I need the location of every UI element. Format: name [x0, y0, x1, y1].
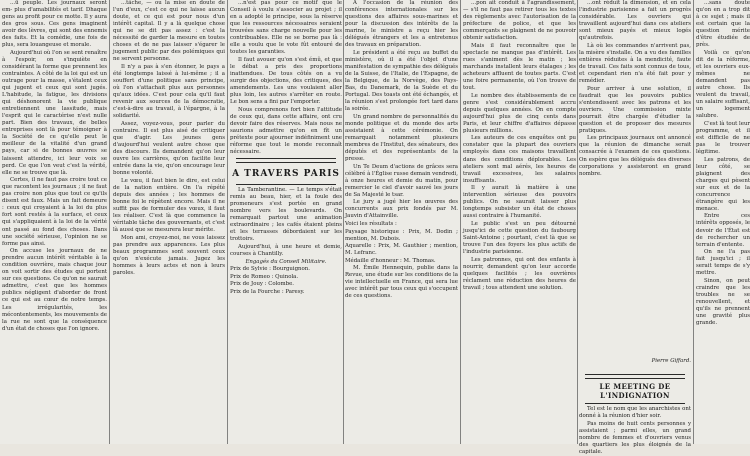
column-divider	[577, 0, 578, 444]
heading-rule	[585, 403, 685, 404]
column-1	[2, 0, 107, 444]
paragraph: Le jury a jugé hier les œuvres des concurrents aux prix fondés par M. Jauvin d'Attainville.	[345, 199, 458, 220]
meeting-article	[579, 372, 691, 455]
section-heading: A TRAVERS PARIS	[232, 169, 340, 180]
paragraph: ...sans doute qu'on en a trop dit à ce sujet ; mais il est certain que la question mérite d'être étudiée de près.	[696, 0, 750, 49]
column-divider	[343, 0, 344, 444]
heading-rule	[236, 184, 336, 185]
column-divider	[693, 0, 694, 444]
heading-rule	[236, 158, 336, 163]
paragraph: ...n'est pas pour ce motif que le Conseil à voulu s'associer au projet ; il en a adopté le principe, sous la réserve que les ressources nécessaires seraient trouvées sans charge nouvelle pour les contribuables. Elle ne se borne pas là : elle a voulu que le vote fût entouré de toutes les garanties.	[230, 0, 342, 56]
paragraph: Pas moins de huit cents personnes y assistaient ; parmi elles, un grand nombre de femmes et d'ouvriers venus des quartiers les plus éloignés de la capitale.	[579, 420, 691, 455]
paragraph: Mon ami, croyez-moi, ne vous laissez pas prendre aux apparences. Les plus beaux programmes sont souvent ceux qu'on n'exécute jamais. Jugez les hommes à leurs actes et non à leurs paroles.	[113, 234, 225, 276]
paragraph: M. Émile Hennequin, publie dans la Revue, une étude sur les conditions de la vie intellectuelle en France, qui sera lue avec intérêt par tous ceux qui s'occupent de ces questions.	[345, 265, 458, 300]
paragraph: Voici les résultats :	[345, 220, 397, 227]
column-divider	[227, 0, 228, 444]
paragraph: A l'occasion de la réunion des conférences internationales sur les questions des affaires sous-marines et pour la discussion des intérêts de la marine, le ministre a reçu hier les délégués étrangers et les a entretenus des travaux en préparation.	[345, 0, 458, 49]
paragraph: Aujourd'hui où l'on se sent renaître à l'espoir, on s'inquiète en considérant la forme que prennent les contraintes. A côté de la loi qui est un outrage pour la masse, s'étalent ceux qui jugent et ceux qui sont jugés. L'habitude, la fatigue, les divisions qui déshonorent la vie publique entretiennent une lassitude, mais l'esprit qui le caractérise n'est nulle part. Bien des travaux, de belles entreprises sont là pour témoigner à la Société de ce qu'elle peut le meilleur de la vitalité d'un grand pays, car si de bonnes œuvres se laissent attendre, ici leur voix se perd. Ce que l'on veut c'est la vérité, elle ne se trouve que là.	[2, 49, 107, 176]
column-4	[345, 0, 458, 444]
paragraph: Le public s'est un peu détourné jusqu'ici de cette question du faubourg Saint-Antoine ; pourtant, c'est là que se trouve l'un des foyers les plus actifs de l'industrie parisienne.	[463, 220, 576, 256]
paragraph: Le nombre des établissements de ce genre s'est considérablement accru depuis quelques années. On en compte aujourd'hui plus de cinq cents dans Paris, et leur chiffre d'affaires dépasse plusieurs millions.	[463, 92, 576, 134]
paragraph: ...tâche, — ou la mise en doute de l'un d'eux, c'est ce qui ne laisse aucun doute, et ce qui est pour nous d'un intérêt capital. Il y a là quelque chose qui ne se dit pas assez : c'est la nécessité de garder la mesure en toutes choses et de ne pas laisser s'égarer le jugement public par des polémiques qui ne servent personne.	[113, 0, 225, 63]
paragraph: Les principaux journaux ont annoncé que la réunion de dimanche serait consacrée à l'examen de ces questions. On espère que les délégués des diverses corporations y assisteront en grand nombre.	[579, 135, 691, 177]
paragraph: On accuse les journaux de ne prendre aucun intérêt véritable à la condition ouvrière, mais chaque jour on voit sortir des études qui portent sur ces questions. Ce qu'on ne saurait admettre, c'est que les hommes publics négligent d'aborder de front ce qui est au cœur de notre temps. Les irrégularités, les mécontentements, les mouvements de la rue ne sont que la conséquence d'un état de choses que l'on ignore.	[2, 248, 107, 332]
column-divider	[109, 0, 110, 444]
paragraph: Aujourd'hui, à une heure et demie, courses à Chantilly.	[230, 243, 342, 257]
paragraph: ...ü peuple. Les journaux seront em- plus d'amabilités et tarif. Dhaque gens au profit pour ce motte. Il y aura des gros sous. Ces gens imaginent avoir des lèvres, qui sont des ennemis des faits. Et la comédie, une fois de plus, sera louangeuse et morale.	[2, 0, 107, 49]
paragraph: Le vœu, il faut bien le dire, est celui de la nation entière. On l'a répété depuis des années ; les hommes de bonne foi le répètent encore. Mais il ne suffit pas de formuler des vœux, il faut les réaliser. C'est là que commence la véritable tâche des gouvernants, et c'est là aussi que se mesurera leur mérite.	[113, 177, 225, 233]
paragraph: Pour arriver à une solution, il faudrait que les pouvoirs publics s'entendissent avec les patrons et les ouvriers. Une commission mixte pourrait être chargée d'étudier la question et de proposer des mesures pratiques.	[579, 85, 691, 134]
paragraph: Il n'y a pas à s'en étonner, le pays a été longtemps laissé à lui-même ; il a souffert d'une politique sans principe, où l'on s'attachait plus aux personnes qu'aux idées. C'est pour cela qu'il faut revenir aux sources de la démocratie, c'est-à-dire au travail, à l'épargne, à la solidarité.	[113, 63, 225, 120]
paragraph: On ne l'a pas fait jusqu'ici ; il serait temps de s'y mettre.	[696, 249, 750, 277]
paragraph: Certes, il ne faut pas croire tout ce que racontent les journaux ; il ne faut pas croire non plus que tout ce qu'ils disent est faux. Mais un fait demeure : ceux qui croyaient à la loi du plus fort sont restés à la surface, et ceux qui s'appliquaient à la loi de la vérité ont passé au fond des choses. Dans une société sérieuse, l'opinion ne se forme pas ainsi.	[2, 177, 107, 247]
column-7	[696, 0, 750, 444]
paragraph: Les patronnes, qui ont des enfants à nourrir, demandent qu'on leur accorde quelques facilités ; les ouvrières réclament une réduction des heures de travail ; tous attendent une solution.	[463, 256, 576, 291]
column-divider	[460, 0, 461, 444]
race-entry: Prix de la Fourche : Paresy.	[230, 288, 305, 295]
paragraph: ...pon ait conduit à l'agrandissement, — s'il ne faut pas retirer tous les textes des règlements avec l'autorisation de la préfecture de police, et que les commerçants se plaignent de ne pouvoir obtenir satisfaction.	[463, 0, 576, 42]
paragraph: Nous comprenons fort bien l'attitude de ceux qui, dans cette affaire, ont cru devoir faire des réserves. Mais nous ne saurions admettre qu'on en fît un prétexte pour ajourner indéfiniment une réforme que tout le monde reconnaît nécessaire.	[230, 106, 342, 155]
paragraph: Un Te Deum d'actions de grâces sera célébré à l'Église russe demain vendredi, à onze heures et demie du matin, pour remercier le ciel d'avoir sauvé les jours de Sa Majesté le tsar.	[345, 163, 458, 198]
race-entry: Prix de Jouy : Colombe.	[230, 281, 295, 288]
paragraph: Les patrons, de leur côté, se plaignent des charges qui pèsent sur eux et de la concurrence étrangère qui les menace.	[696, 156, 750, 212]
paragraph: Entre ces intérêts opposés, le devoir de l'État est de rechercher un terrain d'entente.	[696, 213, 750, 248]
column-2	[113, 0, 225, 444]
paragraph: Aquarelle : Prix, M. Gauthier ; mention, M. Lefranc.	[345, 243, 458, 257]
paragraph: Mais il faut reconnaître que le spectacle ne manque pas d'intérêt. Les rues s'animent dès le matin ; les marchands installent leurs étalages ; les acheteurs affluent de toutes parts. C'est une foire permanente, où l'on trouve de tout.	[463, 42, 576, 92]
paragraph: Paysage historique : Prix, M. Dodin ; mention, M. Dubois.	[345, 228, 458, 242]
paragraph: Le président a été reçu au buffet du ministère, où il a été l'objet d'une manifestation de sympathie des délégués de la Suisse, de l'Italie, de l'Espagne, de la Belgique, de la Norvège, des Pays-Bas, du Danemark, de la Suède et du Portugal. Des toasts ont été échangés, et la réunion s'est prolongée fort tard dans la soirée.	[345, 49, 458, 113]
paragraph: Assez, voyez-vous, pour parler du contraire. Il est plus aisé de critiquer que d'agir. Les jeunes gens d'aujourd'hui veulent autre chose que des discours. Ils demandent qu'on leur ouvre les carrières, qu'on facilite leur entrée dans la vie, qu'on encourage leur bonne volonté.	[113, 120, 225, 177]
paragraph: Un grand nombre de personnalités du monde politique et du monde des arts assistaient à cette cérémonie. On remarquait notamment plusieurs membres de l'Institut, des sénateurs, des députés et des représentants de la presse.	[345, 113, 458, 163]
paragraph: La Tamberantine. — Le temps s'était remis au beau, hier, et la foule des promeneurs s'est portée en grand nombre vers les boulevards. On remarquait partout une animation extraordinaire ; les cafés étaient pleins et les terrasses débordaient sur les trottoirs.	[230, 187, 342, 243]
paragraph: Là où les commandes n'arrivent pas, la misère s'installe. On a vu des familles entières réduites à la mendicité, faute de travail. Ces faits sont connus de tous, et cependant rien n'a été fait pour y remédier.	[579, 42, 691, 85]
paragraph: C'est là tout leur programme, et il est difficile de ne pas le trouver légitime.	[696, 120, 750, 155]
paragraph: Voilà ce qu'on dit de la réforme, et les ouvriers eux-mêmes ne demandent pas autre chose. Ils veulent du travail, un salaire suffisant, un logement salubre.	[696, 49, 750, 120]
column-3	[230, 0, 342, 444]
heading-rule	[585, 374, 685, 379]
paragraph: Médaille d'honneur : M. Thomas.	[345, 257, 436, 264]
column-6	[579, 0, 691, 370]
section-heading: LE MEETING DE L'INDIGNATION	[599, 382, 671, 400]
paragraph: ...ont réduit la dimension, et en cela l'industrie parisienne a fait un progrès considérable. Les ouvriers qui travaillent aujourd'hui dans ces ateliers sont mieux payés et mieux logés qu'autrefois.	[579, 0, 691, 42]
signature: Pierre Giffard.	[651, 358, 691, 364]
column-5	[463, 0, 576, 444]
paragraph: Les auteurs de ces enquêtes ont pu constater que la plupart des ouvriers employés dans ces maisons travaillent dans des conditions déplorables. Les ateliers sont mal aérés, les heures de travail excessives, les salaires insuffisants.	[463, 135, 576, 184]
subheading: Engagés du Conseil Militaire.	[245, 258, 327, 265]
race-entry: Prix de Sylvie : Bourguignon.	[230, 266, 310, 273]
paragraph: Il faut avouer qu'on s'est émû, et que le débat a pris des proportions inattendues. De tous côtés on a vu surgir des objections, des critiques, des amendements. Les uns voulaient aller plus loin, les autres s'arrêter en route. Le bon sens a fini par l'emporter.	[230, 56, 342, 106]
signature-block	[579, 356, 691, 368]
paragraph: Il y aurait là matière à une intervention sérieuse des pouvoirs publics. On ne saurait laisser plus longtemps subsister un état de choses aussi contraire à l'humanité.	[463, 185, 576, 220]
race-entry: Prix de Romeo : Quinola.	[230, 273, 299, 280]
paragraph: Tel est le nom que les anarchistes ont donné à la réunion d'hier soir.	[579, 406, 691, 420]
paragraph: Sinon, on peut craindre que les troubles ne se renouvellent, et qu'ils ne prennent une gravité plus grande.	[696, 277, 750, 327]
